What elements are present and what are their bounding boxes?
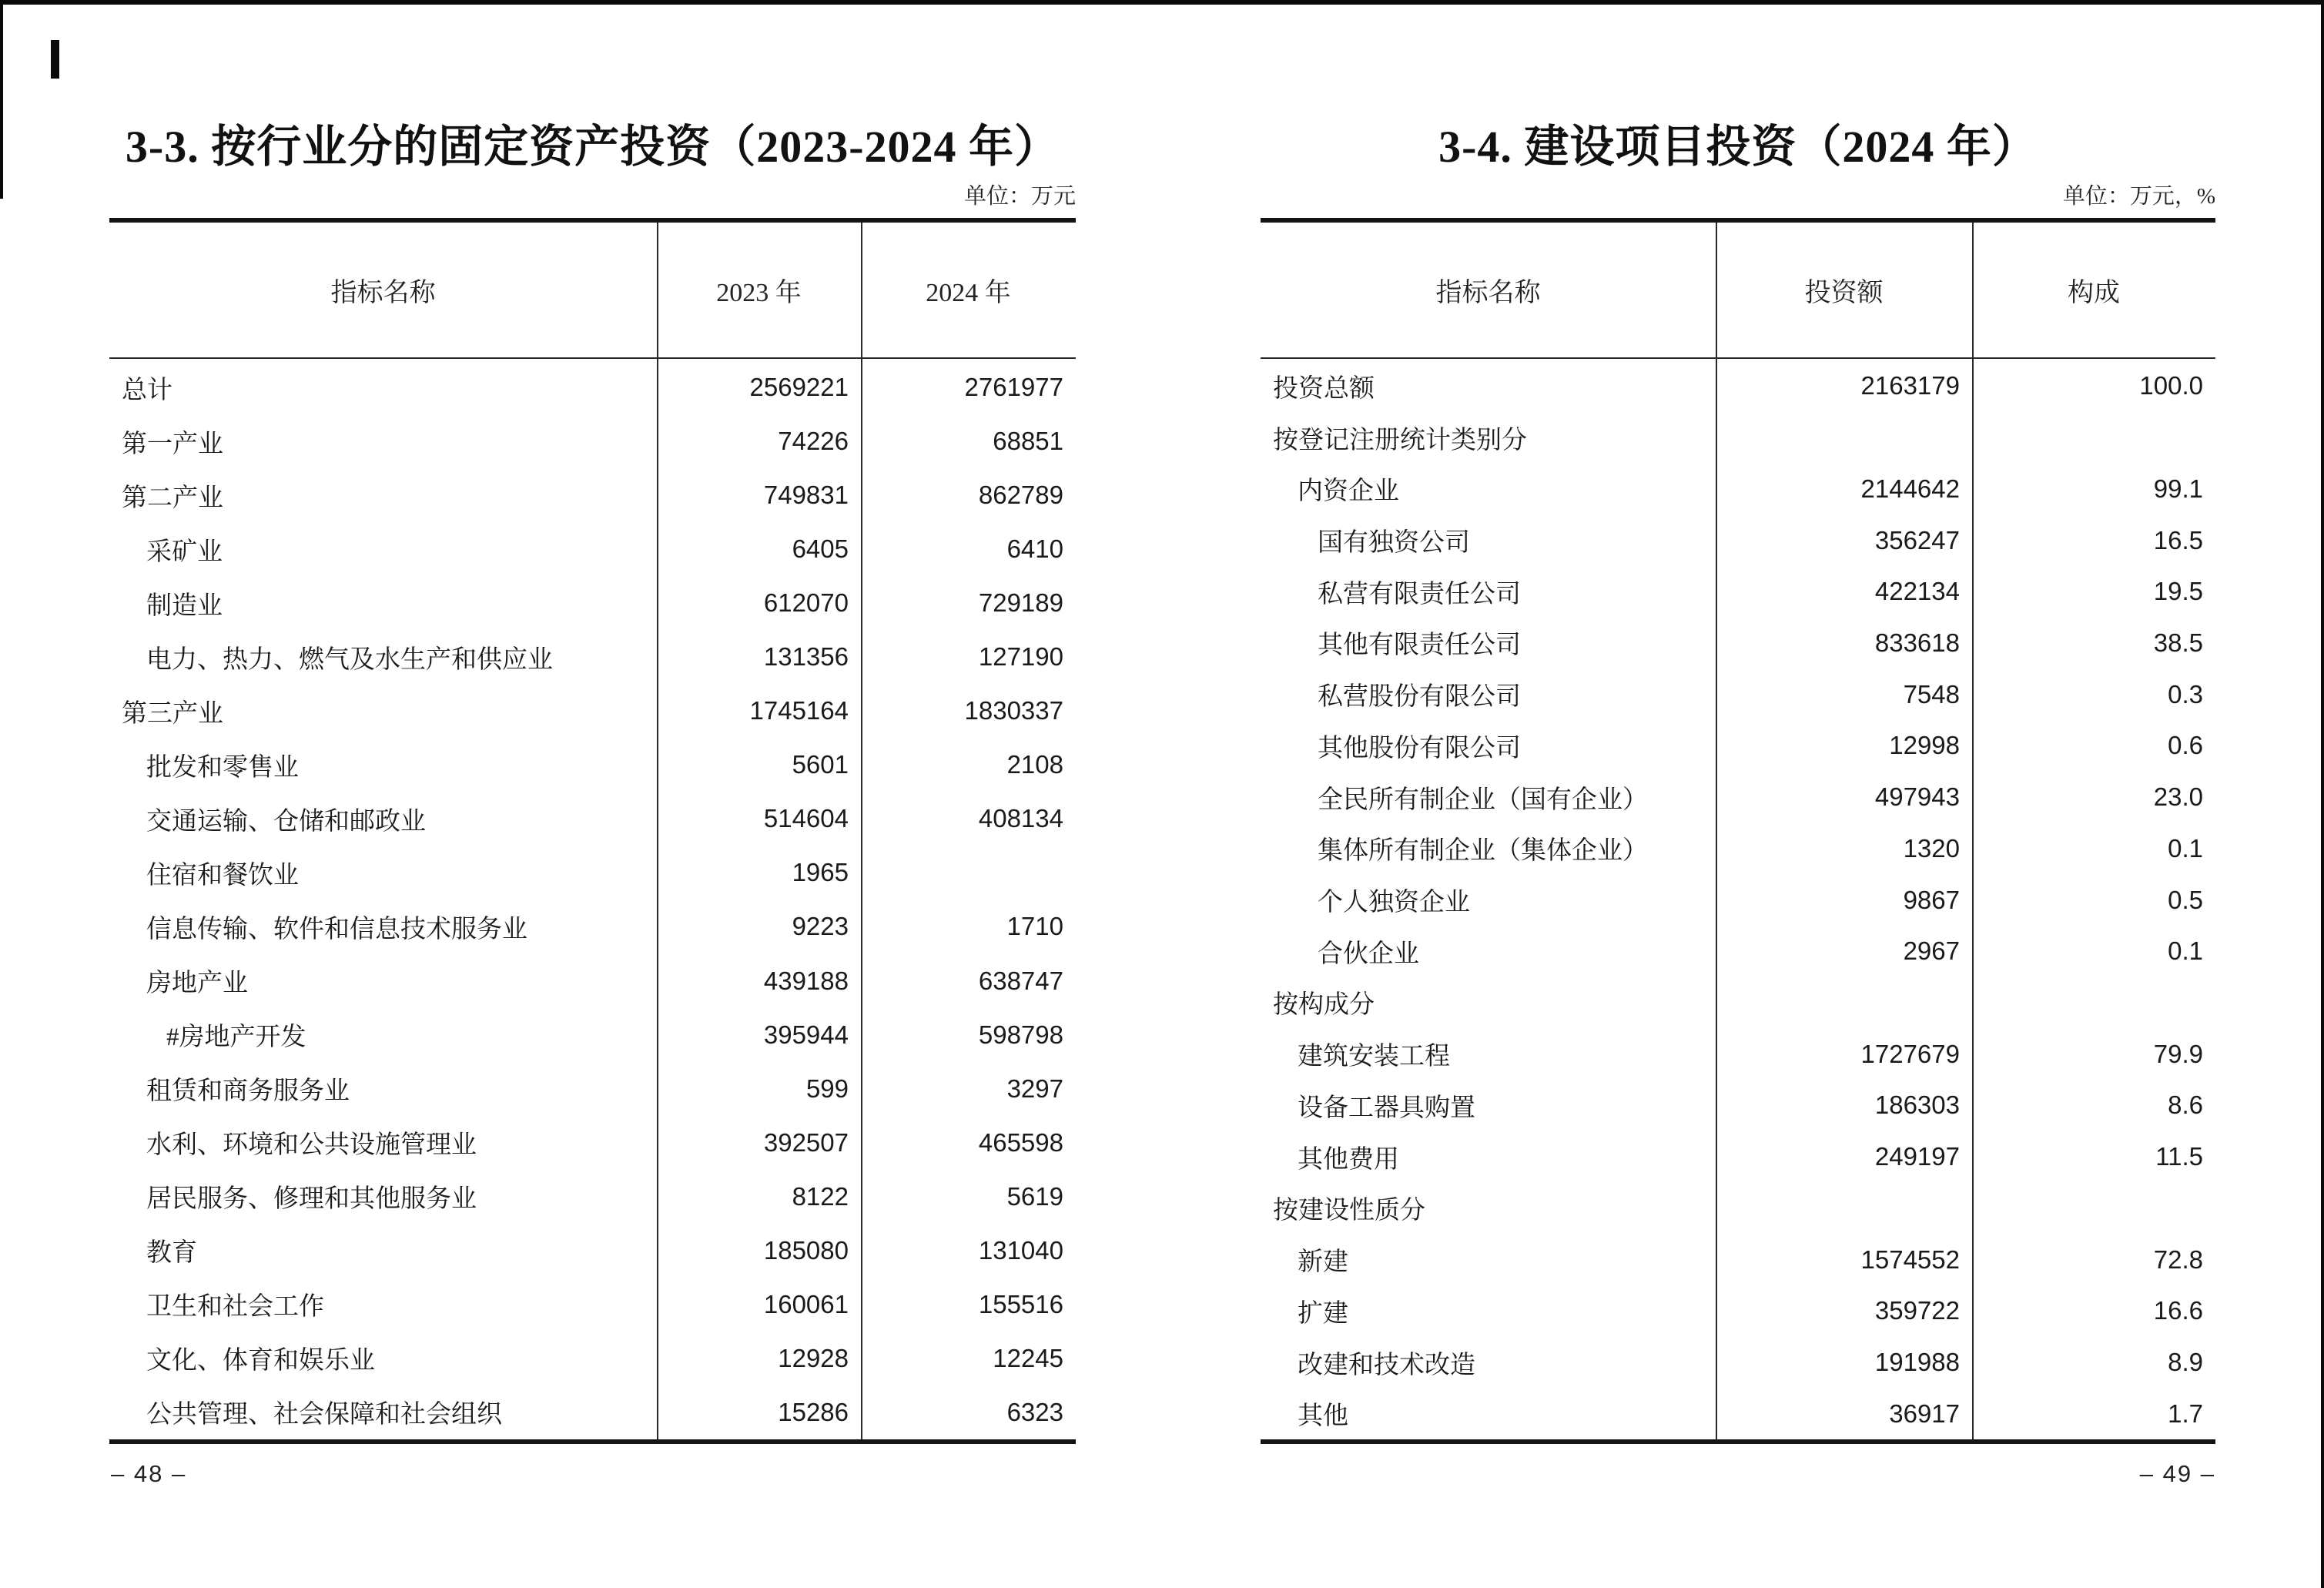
table-row	[109, 1332, 1076, 1385]
value-col-1: 833618	[1874, 628, 1960, 657]
table-row	[1261, 1234, 2215, 1285]
value-col-1: 191988	[1874, 1348, 1960, 1377]
table-row	[109, 1062, 1076, 1116]
table-row	[1261, 566, 2215, 618]
left-page-panel	[109, 0, 1076, 1588]
table-row	[109, 360, 1076, 414]
column-divider	[1972, 223, 1974, 1439]
table-row	[109, 738, 1076, 792]
table-row	[1261, 926, 2215, 977]
table-row	[1261, 720, 2215, 772]
row-label: 文化、体育和娱乐业	[146, 1347, 375, 1375]
row-label: 改建和技术改造	[1298, 1351, 1475, 1379]
value-col-1: 1965	[792, 858, 849, 887]
value-col-2: 598798	[978, 1020, 1063, 1049]
row-label: 信息传输、软件和信息技术服务业	[146, 915, 527, 943]
value-col-1: 2569221	[749, 373, 849, 402]
row-label: 按构成分	[1273, 991, 1375, 1020]
table-row	[1261, 514, 2215, 566]
value-col-1: 497943	[1874, 782, 1960, 812]
row-label: 其他有限责任公司	[1318, 632, 1521, 660]
value-col-2: 6323	[1006, 1397, 1063, 1426]
header-indicator-name: 指标名称	[330, 279, 436, 307]
row-label: 卫生和社会工作	[146, 1293, 324, 1322]
row-label: 建筑安装工程	[1298, 1043, 1450, 1071]
row-label: 住宿和餐饮业	[146, 861, 299, 889]
table-row	[109, 1224, 1076, 1278]
row-label: 公共管理、社会保障和社会组织	[146, 1401, 502, 1429]
table-row	[109, 846, 1076, 900]
value-col-2: 8.9	[2168, 1348, 2203, 1377]
table-3-4-rows	[1261, 360, 2215, 1439]
value-col-2: 127190	[978, 642, 1063, 672]
table-row	[1261, 463, 2215, 514]
value-col-2: 0.3	[2168, 679, 2203, 709]
row-label: 设备工器具购置	[1298, 1094, 1475, 1122]
row-label: 采矿业	[146, 538, 223, 566]
row-label: 租赁和商务服务业	[146, 1077, 350, 1106]
row-label: 批发和零售业	[146, 753, 299, 782]
row-label: 其他费用	[1298, 1145, 1399, 1174]
scan-edge-left	[0, 0, 3, 199]
value-col-2: 0.1	[2168, 833, 2203, 863]
row-label: 个人独资企业	[1318, 889, 1470, 917]
table-row	[109, 414, 1076, 468]
table-row	[1261, 412, 2215, 464]
table-row	[109, 1008, 1076, 1062]
value-col-1: 8122	[792, 1181, 849, 1211]
table-row	[109, 1170, 1076, 1224]
column-divider	[657, 223, 658, 1439]
value-col-2: 0.6	[2168, 731, 2203, 760]
table-row	[109, 792, 1076, 846]
value-col-1: 160061	[763, 1289, 849, 1318]
value-col-2: 2761977	[964, 373, 1063, 402]
row-label: 交通运输、仓储和邮政业	[146, 807, 426, 836]
value-col-2: 3297	[1006, 1074, 1063, 1103]
value-col-1: 356247	[1874, 525, 1960, 554]
value-col-1: 5601	[792, 750, 849, 779]
table-3-4-header	[1261, 223, 2215, 359]
value-col-1: 1727679	[1860, 1039, 1960, 1068]
value-col-2: 6410	[1006, 534, 1063, 564]
row-label: 合伙企业	[1318, 940, 1419, 968]
table-row	[109, 684, 1076, 738]
value-col-2: 1.7	[2168, 1399, 2203, 1428]
page-number-48: – 48 –	[111, 1460, 187, 1487]
row-label: 其他股份有限公司	[1318, 734, 1521, 762]
value-col-2: 729189	[978, 588, 1063, 618]
column-divider	[861, 223, 862, 1439]
table-row	[1261, 618, 2215, 669]
row-label: 第一产业	[122, 430, 223, 458]
value-col-1: 395944	[763, 1020, 849, 1049]
row-label: 私营有限责任公司	[1318, 580, 1521, 608]
value-col-1: 186303	[1874, 1090, 1960, 1120]
table-row	[1261, 360, 2215, 412]
value-col-1: 12998	[1889, 731, 1960, 760]
row-label: 第三产业	[122, 699, 223, 728]
table-row	[1261, 1028, 2215, 1080]
row-label: 内资企业	[1298, 477, 1399, 506]
value-col-2: 0.5	[2168, 885, 2203, 914]
value-col-2: 16.6	[2153, 1296, 2203, 1325]
value-col-1: 1745164	[749, 696, 849, 725]
row-label: 私营股份有限公司	[1318, 683, 1521, 712]
table-3-3-title: 3-3. 按行业分的固定资产投资（2023-2024 年）	[125, 122, 1060, 172]
table-row	[1261, 822, 2215, 874]
table-row	[1261, 977, 2215, 1029]
row-label: 制造业	[146, 591, 223, 620]
row-label: 房地产业	[146, 970, 248, 998]
value-col-2: 465598	[978, 1127, 1063, 1157]
value-col-1: 74226	[778, 427, 849, 456]
table-row	[1261, 668, 2215, 720]
row-label: 电力、热力、燃气及水生产和供应业	[146, 645, 553, 674]
value-col-2: 23.0	[2153, 782, 2203, 812]
value-col-1: 185080	[763, 1235, 849, 1265]
table-3-3-rows	[109, 360, 1076, 1439]
value-col-2: 2108	[1006, 750, 1063, 779]
value-col-1: 2163179	[1860, 371, 1960, 400]
scan-edge-right	[2321, 0, 2324, 1588]
value-col-2: 0.1	[2168, 936, 2203, 966]
table-row	[109, 1278, 1076, 1332]
value-col-1: 439188	[763, 966, 849, 995]
value-col-2: 131040	[978, 1235, 1063, 1265]
value-col-1: 249197	[1874, 1142, 1960, 1171]
value-col-1: 514604	[763, 804, 849, 833]
row-label: #房地产开发	[166, 1023, 306, 1052]
table-row	[109, 468, 1076, 522]
table-row	[1261, 1285, 2215, 1337]
table-row	[109, 1385, 1076, 1439]
value-col-2: 11.5	[2155, 1142, 2203, 1171]
header-investment-amount: 投资额	[1804, 279, 1884, 307]
table-row	[1261, 1131, 2215, 1183]
table-row	[1261, 874, 2215, 926]
row-label: 第二产业	[122, 484, 223, 512]
header-indicator-name: 指标名称	[1435, 279, 1541, 307]
table-row	[1261, 1080, 2215, 1131]
value-col-2: 72.8	[2153, 1245, 2203, 1274]
table-3-3-unit: 单位：万元	[963, 184, 1076, 209]
table-3-3	[109, 218, 1076, 1444]
table-3-4-unit: 单位：万元，%	[2062, 184, 2215, 209]
value-col-1: 749831	[763, 481, 849, 510]
value-col-2: 8.6	[2168, 1090, 2203, 1120]
row-label: 按建设性质分	[1273, 1197, 1425, 1225]
value-col-2: 38.5	[2153, 628, 2203, 657]
row-label: 全民所有制企业（国有企业）	[1318, 786, 1648, 814]
right-page-panel	[1261, 0, 2215, 1588]
value-col-1: 612070	[763, 588, 849, 618]
table-row	[1261, 1337, 2215, 1389]
value-col-2: 19.5	[2153, 577, 2203, 606]
value-col-2: 1830337	[964, 696, 1063, 725]
value-col-1: 9867	[1903, 885, 1960, 914]
value-col-2: 862789	[978, 481, 1063, 510]
value-col-1: 9223	[792, 912, 849, 941]
table-row	[1261, 1388, 2215, 1439]
value-col-2: 16.5	[2153, 525, 2203, 554]
value-col-1: 7548	[1903, 679, 1960, 709]
row-label: 居民服务、修理和其他服务业	[146, 1185, 477, 1214]
header-2023: 2023 年	[716, 279, 802, 307]
table-3-3-header	[109, 223, 1076, 359]
row-label: 水利、环境和公共设施管理业	[146, 1131, 477, 1160]
value-col-2: 5619	[1006, 1181, 1063, 1211]
value-col-1: 1574552	[1860, 1245, 1960, 1274]
scan-edge-mark	[51, 40, 59, 79]
row-label: 新建	[1298, 1248, 1348, 1277]
table-row	[109, 954, 1076, 1008]
value-col-1: 15286	[778, 1397, 849, 1426]
row-label: 扩建	[1298, 1299, 1348, 1328]
table-row	[109, 630, 1076, 684]
value-col-2: 68851	[993, 427, 1063, 456]
row-label: 投资总额	[1273, 374, 1375, 403]
table-3-4-title: 3-4. 建设项目投资（2024 年）	[1438, 122, 2038, 172]
value-col-1: 2144642	[1860, 474, 1960, 503]
value-col-2: 638747	[978, 966, 1063, 995]
value-col-2: 408134	[978, 804, 1063, 833]
value-col-2: 12245	[993, 1343, 1063, 1372]
row-label: 集体所有制企业（集体企业）	[1318, 837, 1648, 866]
value-col-2: 99.1	[2153, 474, 2203, 503]
table-3-4	[1261, 218, 2215, 1444]
value-col-2: 1710	[1006, 912, 1063, 941]
header-composition: 构成	[2068, 279, 2120, 307]
table-row	[109, 1116, 1076, 1170]
value-col-2: 79.9	[2153, 1039, 2203, 1068]
value-col-1: 2967	[1903, 936, 1960, 966]
row-label: 教育	[146, 1239, 197, 1268]
value-col-2: 100.0	[2139, 371, 2203, 400]
table-row	[1261, 1183, 2215, 1235]
value-col-1: 422134	[1874, 577, 1960, 606]
column-divider	[1716, 223, 1717, 1439]
value-col-1: 36917	[1889, 1399, 1960, 1428]
table-row	[109, 576, 1076, 630]
value-col-1: 1320	[1903, 833, 1960, 863]
value-col-1: 599	[805, 1074, 849, 1103]
row-label: 按登记注册统计类别分	[1273, 426, 1527, 454]
table-row	[109, 900, 1076, 953]
row-label: 国有独资公司	[1318, 529, 1470, 558]
value-col-2: 155516	[978, 1289, 1063, 1318]
value-col-1: 131356	[763, 642, 849, 672]
value-col-1: 392507	[763, 1127, 849, 1157]
value-col-1: 6405	[792, 534, 849, 564]
page-number-49: – 49 –	[2139, 1460, 2215, 1487]
table-row	[109, 522, 1076, 576]
row-label: 其他	[1298, 1402, 1348, 1431]
header-2024: 2024 年	[926, 279, 1011, 307]
table-row	[1261, 772, 2215, 823]
row-label: 总计	[122, 376, 172, 404]
value-col-1: 12928	[778, 1343, 849, 1372]
value-col-1: 359722	[1874, 1296, 1960, 1325]
